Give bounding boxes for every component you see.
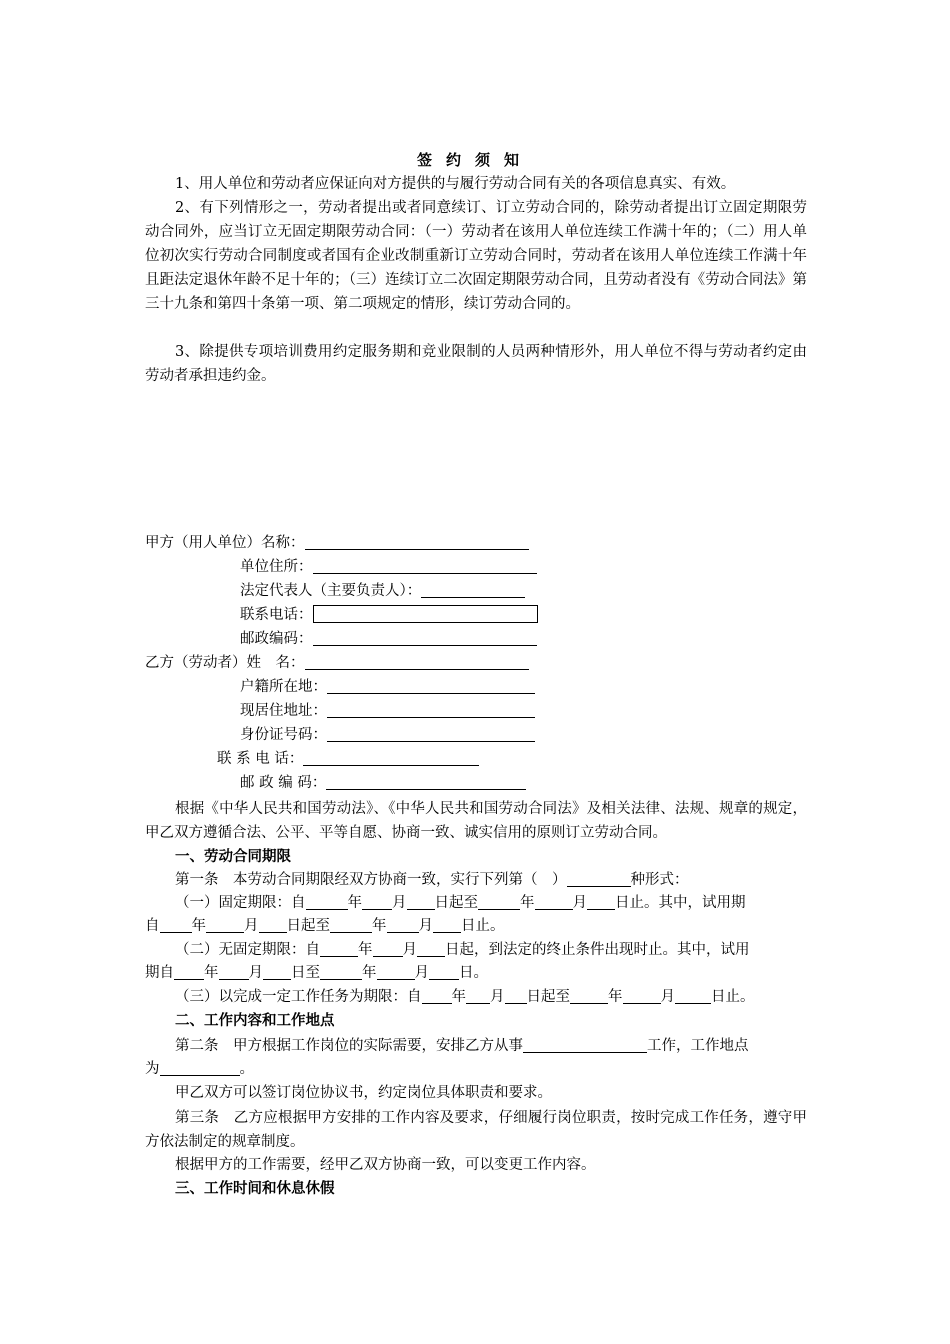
party-b-id-label: 身份证号码： — [240, 727, 327, 743]
party-b-phone-label: 联 系 电 话： — [217, 751, 304, 767]
party-a-address-label: 单位住所： — [240, 559, 313, 575]
party-b-id-row — [240, 724, 535, 746]
party-b-household-label: 户籍所在地： — [240, 679, 327, 695]
position-agreement-note: 甲乙双方可以签订岗位协议书，约定岗位具体职责和要求。 — [175, 1085, 552, 1101]
party-a-address-row — [240, 556, 537, 578]
fixed-trial-end-month[interactable] — [387, 918, 419, 933]
party-b-postcode-label: 邮 政 编 码： — [240, 775, 327, 791]
party-a-rep-row — [240, 580, 525, 602]
unfixed-trial-end-month[interactable] — [377, 965, 415, 980]
party-b-name-label: 乙方（劳动者）姓 名： — [145, 655, 305, 671]
party-a-postcode-field[interactable] — [313, 631, 537, 646]
fixed-trial-row: 自 年 月 日起至 年 月 日止。 — [145, 918, 505, 934]
unfixed-trial-end-year[interactable] — [320, 965, 362, 980]
unfixed-start-day[interactable] — [417, 942, 445, 957]
article2-row: 第二条 甲方根据工作岗位的实际需要，安排乙方从事 工作，工作地点 — [175, 1038, 749, 1054]
fixed-term-row: （一）固定期限：自 年 月 日起至 年 月 日止。其中，试用期 — [175, 895, 746, 911]
notice-title: 签约须知 — [416, 151, 533, 169]
party-b-name-row — [145, 652, 529, 674]
task-end-day[interactable] — [675, 989, 711, 1004]
party-a-postcode-label: 邮政编码： — [240, 631, 313, 647]
party-b-household-row — [240, 676, 535, 698]
unfixed-trial-start-year[interactable] — [174, 965, 204, 980]
article1-row: 第一条 本劳动合同期限经双方协商一致，实行下列第（ ） 种形式： — [175, 872, 689, 888]
job-field[interactable] — [523, 1038, 647, 1053]
task-end-month[interactable] — [623, 989, 661, 1004]
fixed-trial-start-month[interactable] — [206, 918, 244, 933]
party-b-residence-row — [240, 700, 535, 722]
section1-heading: 一、劳动合同期限 — [175, 848, 291, 865]
contract-intro: 根据《中华人民共和国劳动法》、《中华人民共和国劳动合同法》及相关法律、法规、规章的规定，甲乙双方遵循合法、公平、平等自愿、协商一致、诚实信用的原则订立劳动合同。 — [145, 801, 807, 841]
party-b-household-field[interactable] — [327, 679, 535, 694]
notice-item-1: 1、用人单位和劳动者应保证向对方提供的与履行劳动合同有关的各项信息真实、有效。 — [175, 176, 736, 192]
fixed-end-year[interactable] — [478, 895, 520, 910]
party-b-name-field[interactable] — [305, 655, 529, 670]
unfixed-trial-start-month[interactable] — [219, 965, 249, 980]
party-a-name-row — [145, 532, 529, 554]
fixed-trial-end-year[interactable] — [330, 918, 372, 933]
fixed-end-day[interactable] — [587, 895, 615, 910]
task-start-year[interactable] — [422, 989, 452, 1004]
section2-heading: 二、工作内容和工作地点 — [175, 1012, 335, 1029]
party-a-rep-label: 法定代表人（主要负责人）： — [240, 583, 422, 599]
party-a-rep-field[interactable] — [421, 583, 525, 598]
article3: 第三条 乙方应根据甲方安排的工作内容及要求，仔细履行岗位职责，按时完成工作任务，遵守甲方依法制定的规章制度。 — [145, 1110, 807, 1150]
party-a-name-field[interactable] — [305, 535, 529, 550]
change-content-note: 根据甲方的工作需要，经甲乙双方协商一致，可以变更工作内容。 — [175, 1157, 596, 1173]
contract-form-field[interactable] — [567, 872, 631, 887]
unfixed-trial-start-day[interactable] — [263, 965, 291, 980]
party-a-address-field[interactable] — [313, 559, 537, 574]
task-end-year[interactable] — [570, 989, 608, 1004]
party-b-id-field[interactable] — [327, 727, 535, 742]
fixed-trial-end-day[interactable] — [433, 918, 461, 933]
unfixed-trial-end-day[interactable] — [429, 965, 459, 980]
fixed-end-month[interactable] — [535, 895, 573, 910]
unfixed-trial-row: 期自 年 月 日至 年 月 日。 — [145, 965, 488, 981]
fixed-trial-start-day[interactable] — [259, 918, 287, 933]
party-b-postcode-field[interactable] — [326, 775, 526, 790]
task-start-day[interactable] — [505, 989, 527, 1004]
fixed-trial-start-year[interactable] — [160, 918, 192, 933]
party-b-residence-field[interactable] — [327, 703, 535, 718]
notice-item-2: 2、有下列情形之一，劳动者提出或者同意续订、订立劳动合同的，除劳动者提出订立固定期限劳动合同外，应当订立无固定期限劳动合同：（一）劳动者在该用人单位连续工作满十年的；（二）用人单位初次实行劳动合同制度或者国有企业改制重新订立劳动合同时，劳动者在该用人单位连续工作满十年且距法定退休年龄不足十年的；（三）连续订立二次固定期限劳动合同，且劳动者没有《劳动合同法》第三十九条和第四十条第一项、第二项规定的情形，续订劳动合同的。 — [145, 200, 807, 312]
party-a-postcode-row — [240, 628, 537, 650]
unfixed-term-row: （二）无固定期限：自 年 月 日起，到法定的终止条件出现时止。其中，试用 — [175, 942, 750, 958]
party-a-phone-row — [240, 604, 538, 626]
party-a-phone-label: 联系电话： — [240, 607, 313, 623]
fixed-start-year[interactable] — [306, 895, 348, 910]
party-a-name-label: 甲方（用人单位）名称： — [145, 535, 305, 551]
party-b-phone-field[interactable] — [303, 751, 479, 766]
task-term-row: （三）以完成一定工作任务为期限：自 年 月 日起至 年 月 日止。 — [175, 989, 755, 1005]
party-b-residence-label: 现居住地址： — [240, 703, 327, 719]
party-b-phone-row — [217, 748, 479, 770]
fixed-start-day[interactable] — [407, 895, 435, 910]
section3-heading: 三、工作时间和休息休假 — [175, 1180, 335, 1197]
party-a-phone-field[interactable] — [313, 605, 538, 623]
unfixed-start-year[interactable] — [320, 942, 358, 957]
notice-item-3: 3、除提供专项培训费用约定服务期和竞业限制的人员两种情形外，用人单位不得与劳动者约定由劳动者承担违约金。 — [145, 344, 807, 384]
fixed-start-month[interactable] — [362, 895, 392, 910]
work-location-row: 为 。 — [145, 1061, 254, 1077]
party-b-postcode-row — [240, 772, 526, 794]
task-start-month[interactable] — [466, 989, 490, 1004]
work-location-field[interactable] — [160, 1061, 240, 1076]
unfixed-start-month[interactable] — [373, 942, 403, 957]
